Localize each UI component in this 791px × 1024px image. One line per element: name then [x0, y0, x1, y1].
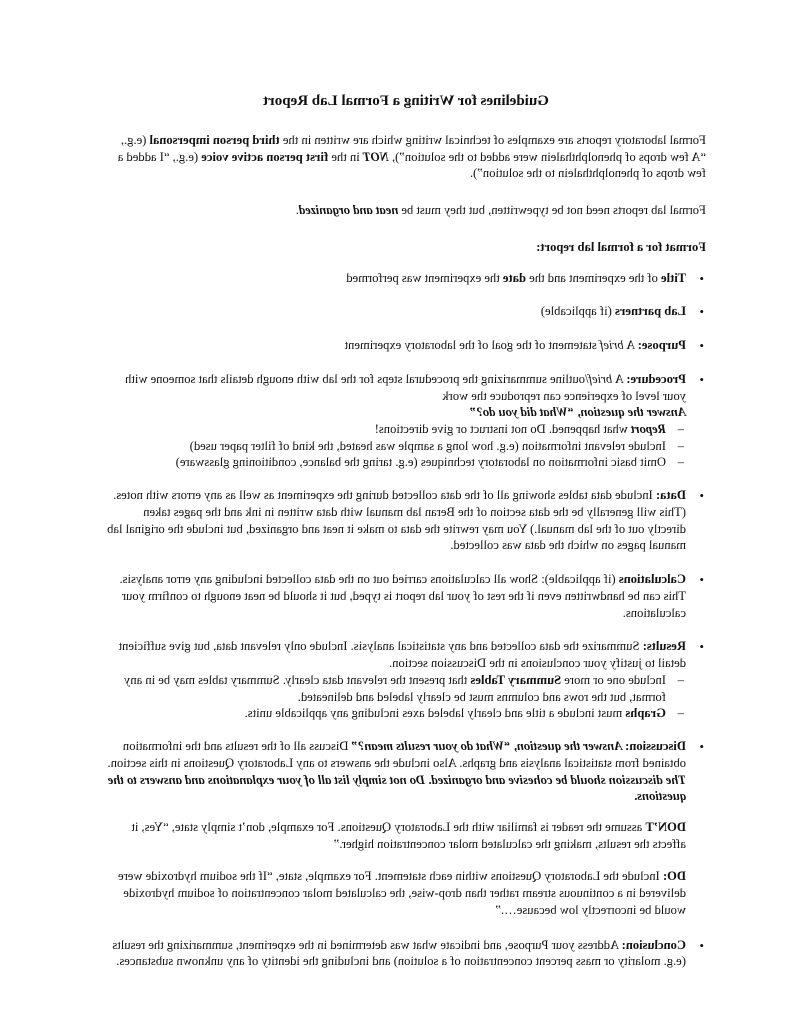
- sublist-item: [106, 421, 686, 438]
- item-text: A: [612, 371, 627, 386]
- list-item-procedure: [106, 371, 706, 471]
- intro-text: in the: [328, 149, 363, 164]
- list-item-title: [106, 270, 706, 287]
- item-label: Title: [661, 270, 686, 285]
- item-text: brief: [588, 371, 613, 386]
- item-emphasis: The discussion should be cohesive and organized. Do not simply list all of your explanations and answers to the questions.: [107, 772, 686, 804]
- sublist-item: [106, 672, 686, 705]
- item-text: what happened. Do not instruct or give directions!: [374, 422, 632, 437]
- item-label: Data:: [655, 488, 686, 503]
- item-text: statement of the goal of the laboratory experiment: [344, 338, 600, 353]
- list-item-conclusion: [106, 937, 706, 970]
- list-item-calculations: [106, 571, 706, 621]
- item-text: Summarize the data collected and any statistical analysis. Include only relevant data, but give sufficient detail to justify your conclusions in the Discussion section.: [118, 639, 686, 671]
- item-text: must include a title and clearly labeled axes including any applicable units.: [244, 706, 626, 721]
- item-label: Calculations: [618, 572, 686, 587]
- item-text: Address your Purpose, and indicate what was determined in the experiment, summarizing the results (e.g. molarity or mass percent concentration of a solution) and including the identity of any unknown substances.: [112, 937, 686, 969]
- do-paragraph: [106, 868, 706, 918]
- item-label: date: [502, 270, 527, 285]
- format-heading: Format for a formal lab report:: [536, 239, 706, 254]
- sublist-item: – Include relevant information (e.g. how long a sample was heated, the kind of filter paper used): [106, 438, 686, 455]
- item-question: Answer the question, “What do your results mean?”: [351, 739, 626, 754]
- item-label: Report: [631, 422, 666, 437]
- intro-text: .: [295, 203, 299, 218]
- item-label: Results:: [642, 639, 686, 654]
- item-text: Discuss all of the results and the information obtained from statistical analysis and graphs. Also include the answers to any Laboratory Questions in this section.: [107, 739, 686, 770]
- format-list: [106, 270, 706, 805]
- list-item-purpose: [106, 337, 706, 354]
- item-text: assume the reader is familiar with the Laboratory Questions. For example, don’t simply state, “Yes, it affects the results, making the calculated molar concentration higher.”: [131, 819, 686, 851]
- item-label: Purpose:: [637, 338, 686, 353]
- intro-text: (e.g., “A few drops of phenolphthalein were added to the solution”),: [120, 132, 706, 164]
- item-text: (if applicable): [540, 304, 615, 319]
- intro-emphasis: neat and organized: [298, 203, 399, 218]
- item-text: of the experiment and the: [526, 270, 662, 285]
- item-label: Procedure:: [626, 371, 686, 386]
- item-label: Lab partners: [614, 304, 686, 319]
- intro-text: Formal laboratory reports are examples of technical writing which are written in the: [279, 132, 706, 147]
- item-label: Summary Tables: [470, 672, 562, 687]
- page-title: Guidelines for Writing a Formal Lab Report: [263, 93, 549, 109]
- sublist-item: – Omit basic information on laboratory techniques (e.g. taring the balance, conditioning glassware): [106, 454, 686, 471]
- item-label: DO:: [662, 869, 686, 884]
- item-text: A: [623, 338, 638, 353]
- item-text: /outline summarizing the procedural steps for the lab with enough details that someone with your level of experience can reproduce the work: [125, 371, 686, 403]
- item-label: Conclusion:: [621, 937, 686, 952]
- item-text: Include the Laboratory Questions within each statement. For example, state, “If the sodium hydroxide were delivered in a continuous stream rather than drop-wise, the calculated molar concentration of sodium hydroxide would be incorrectly low because….”: [118, 869, 686, 917]
- list-item-results: [106, 638, 706, 722]
- intro-emphasis: first person active voice: [201, 149, 329, 164]
- intro-paragraph-1: [106, 132, 706, 182]
- item-label: Graphs: [625, 706, 666, 721]
- dont-paragraph: [106, 819, 706, 852]
- format-list-continued: [106, 937, 706, 970]
- intro-paragraph-2: [106, 202, 706, 219]
- document-content: [106, 92, 706, 987]
- item-text: that present the relevant data clearly. Summary tables may be in any format, but the rows and columns must be clearly labeled and delineated.: [124, 672, 666, 704]
- item-question: Answer the question, “What did you do?”: [470, 405, 686, 420]
- list-item-discussion: [106, 738, 706, 805]
- sublist-item: [106, 705, 686, 722]
- item-text: the experiment was performed: [346, 270, 503, 285]
- intro-text: (e.g., “I added a few drops of phenolphthalein to the solution”).: [117, 149, 706, 181]
- procedure-sublist: [106, 421, 686, 471]
- intro-emphasis: third person impersonal: [149, 132, 280, 147]
- list-item-lab-partners: [106, 303, 706, 320]
- item-text: brief: [599, 338, 624, 353]
- intro-text: Formal lab reports need not be typewritten, but they must be: [398, 203, 706, 218]
- item-label: DON’T: [645, 819, 686, 834]
- item-label: Discussion:: [625, 739, 686, 754]
- results-sublist: [106, 672, 686, 722]
- item-text: Include data tables showing all of the data collected during the experiment as well as any errors with notes. (This will generally be the data section of the Beran lab manual with data written in ink and the pages taken directly out of the lab manual.) You may rewrite the data to make it neat and organized, but include the original lab manual pages on which the data was collected.: [107, 488, 686, 553]
- item-text: Include one or more: [561, 672, 666, 687]
- intro-emphasis: NOT: [362, 149, 389, 164]
- item-text: (if applicable): Show all calculations carried out on the data collected including any error analysis. This can be handwritten even if the rest of your lab report is typed, but it should be neat enough to confirm your calculations.: [119, 572, 686, 620]
- list-item-data: [106, 487, 706, 554]
